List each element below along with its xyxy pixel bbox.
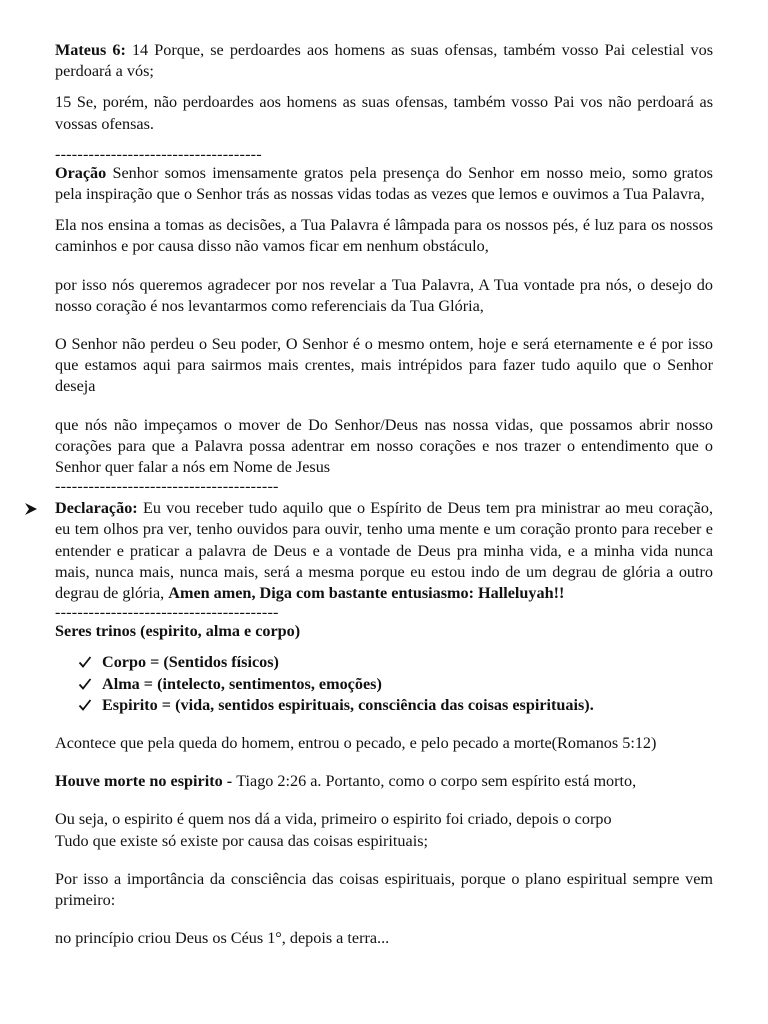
ouseja-line-2: Tudo que existe só existe por causa das coisas espirituais;	[55, 831, 428, 850]
morte-text: Tiago 2:26 a. Portanto, como o corpo sem espírito está morto,	[236, 772, 637, 791]
arrow-bullet-icon	[24, 502, 38, 516]
declaracao-label: Declaração:	[55, 499, 138, 518]
mateus-verse-14: 14 Porque, se perdoardes aos homens as suas ofensas, também vosso Pai celestial vos perdoará a vós;	[55, 41, 714, 81]
seres-title	[55, 621, 713, 642]
oracao-paragraph-5: que nós não impeçamos o mover de Do Senhor/Deus nas nossa vidas, que possamos abrir nosso corações para que a Palavra possa adentrar em nosso corações e nos trazer o entendimento que o Senhor quer falar a nós em Nome de Jesus	[55, 415, 713, 477]
declaracao-item	[55, 498, 713, 604]
separator-line: ----------------------------------------	[55, 479, 279, 494]
principio-paragraph: no princípio criou Deus os Céus 1°, depois a terra...	[55, 929, 390, 948]
list-item	[102, 674, 713, 695]
seres-title-text: Seres trinos (espirito, alma e corpo)	[55, 622, 301, 641]
queda-paragraph: Acontece que pela queda do homem, entrou o pecado, e pelo pecado a morte(Romanos 5:12)	[55, 734, 657, 753]
checkmark-icon	[78, 655, 92, 669]
importancia-paragraph: Por isso a importância da consciência das coisas espirituais, porque o plano espiritual sempre vem primeiro:	[55, 869, 713, 910]
list-item	[102, 652, 713, 673]
mateus-verse-15: 15 Se, porém, não perdoardes aos homens as suas ofensas, também vosso Pai vos não perdoará as vossas ofensas.	[55, 93, 713, 133]
mateus-reference: Mateus 6:	[55, 41, 126, 59]
checkmark-icon	[78, 677, 92, 691]
oracao-paragraph-3: por isso nós queremos agradecer por nos revelar a Tua Palavra, A Tua vontade pra nós, o desejo do nosso coração é nos levantarmos como referenciais da Tua Glória,	[55, 275, 713, 315]
oracao-text-1: Senhor somos imensamente gratos pela presença do Senhor em nosso meio, somo gratos pela inspiração que o Senhor trás as nossas vidas todas as vezes que lemos e ouvimos a Tua Palavra,	[55, 163, 713, 204]
oracao-paragraph-4: O Senhor não perdeu o Seu poder, O Senhor é o mesmo ontem, hoje e será eternamente e é por isso que estamos aqui para sairmos mais crentes, mais intrépidos para fazer tudo aquilo que o Senhor deseja	[55, 335, 713, 396]
declaracao-paragraph	[55, 498, 713, 604]
document-page	[55, 40, 713, 950]
list-item-label: Espirito = (vida, sentidos espirituais, consciência das coisas espirituais).	[102, 695, 594, 714]
seres-list	[55, 652, 713, 716]
mateus-paragraph	[55, 40, 713, 82]
morte-label: Houve morte no espirito -	[55, 772, 237, 791]
oracao-paragraph-2: Ela nos ensina a tomas as decisões, a Tua Palavra é lâmpada para os nossos pés, é luz para os nossos caminhos e por causa disso não vamos ficar em nenhum obstáculo,	[55, 216, 713, 256]
ouseja-line-1: Ou seja, o espirito é quem nos dá a vida, primeiro o espirito foi criado, depois o corpo	[55, 810, 612, 829]
oracao-label: Oração	[55, 163, 107, 182]
oracao-paragraph-1	[55, 163, 713, 205]
morte-paragraph	[55, 771, 713, 792]
declaracao-text: Eu vou receber tudo aquilo que o Espírito de Deus tem pra ministrar ao meu coração, eu tem olhos pra ver, tenho ouvidos para ouvir, tenho uma mente e um coração pronto para receber e entender e praticar a palavra de Deus e a vontade de Deus pra minha vida, e a minha vida nunca mais, nunca mais, nunca mais, será a mesma porque eu estou indo de um degrau de glória a outro degrau de glória,	[55, 499, 713, 603]
checkmark-icon	[78, 698, 92, 712]
list-item-label: Corpo = (Sentidos físicos)	[102, 653, 279, 672]
separator-line: -------------------------------------	[55, 146, 262, 161]
declaracao-emphasis: Amen amen, Diga com bastante entusiasmo: Halleluyah!!	[168, 584, 565, 603]
separator-line: ----------------------------------------	[55, 605, 279, 620]
list-item	[102, 695, 713, 716]
list-item-label: Alma = (intelecto, sentimentos, emoções)	[102, 674, 382, 693]
